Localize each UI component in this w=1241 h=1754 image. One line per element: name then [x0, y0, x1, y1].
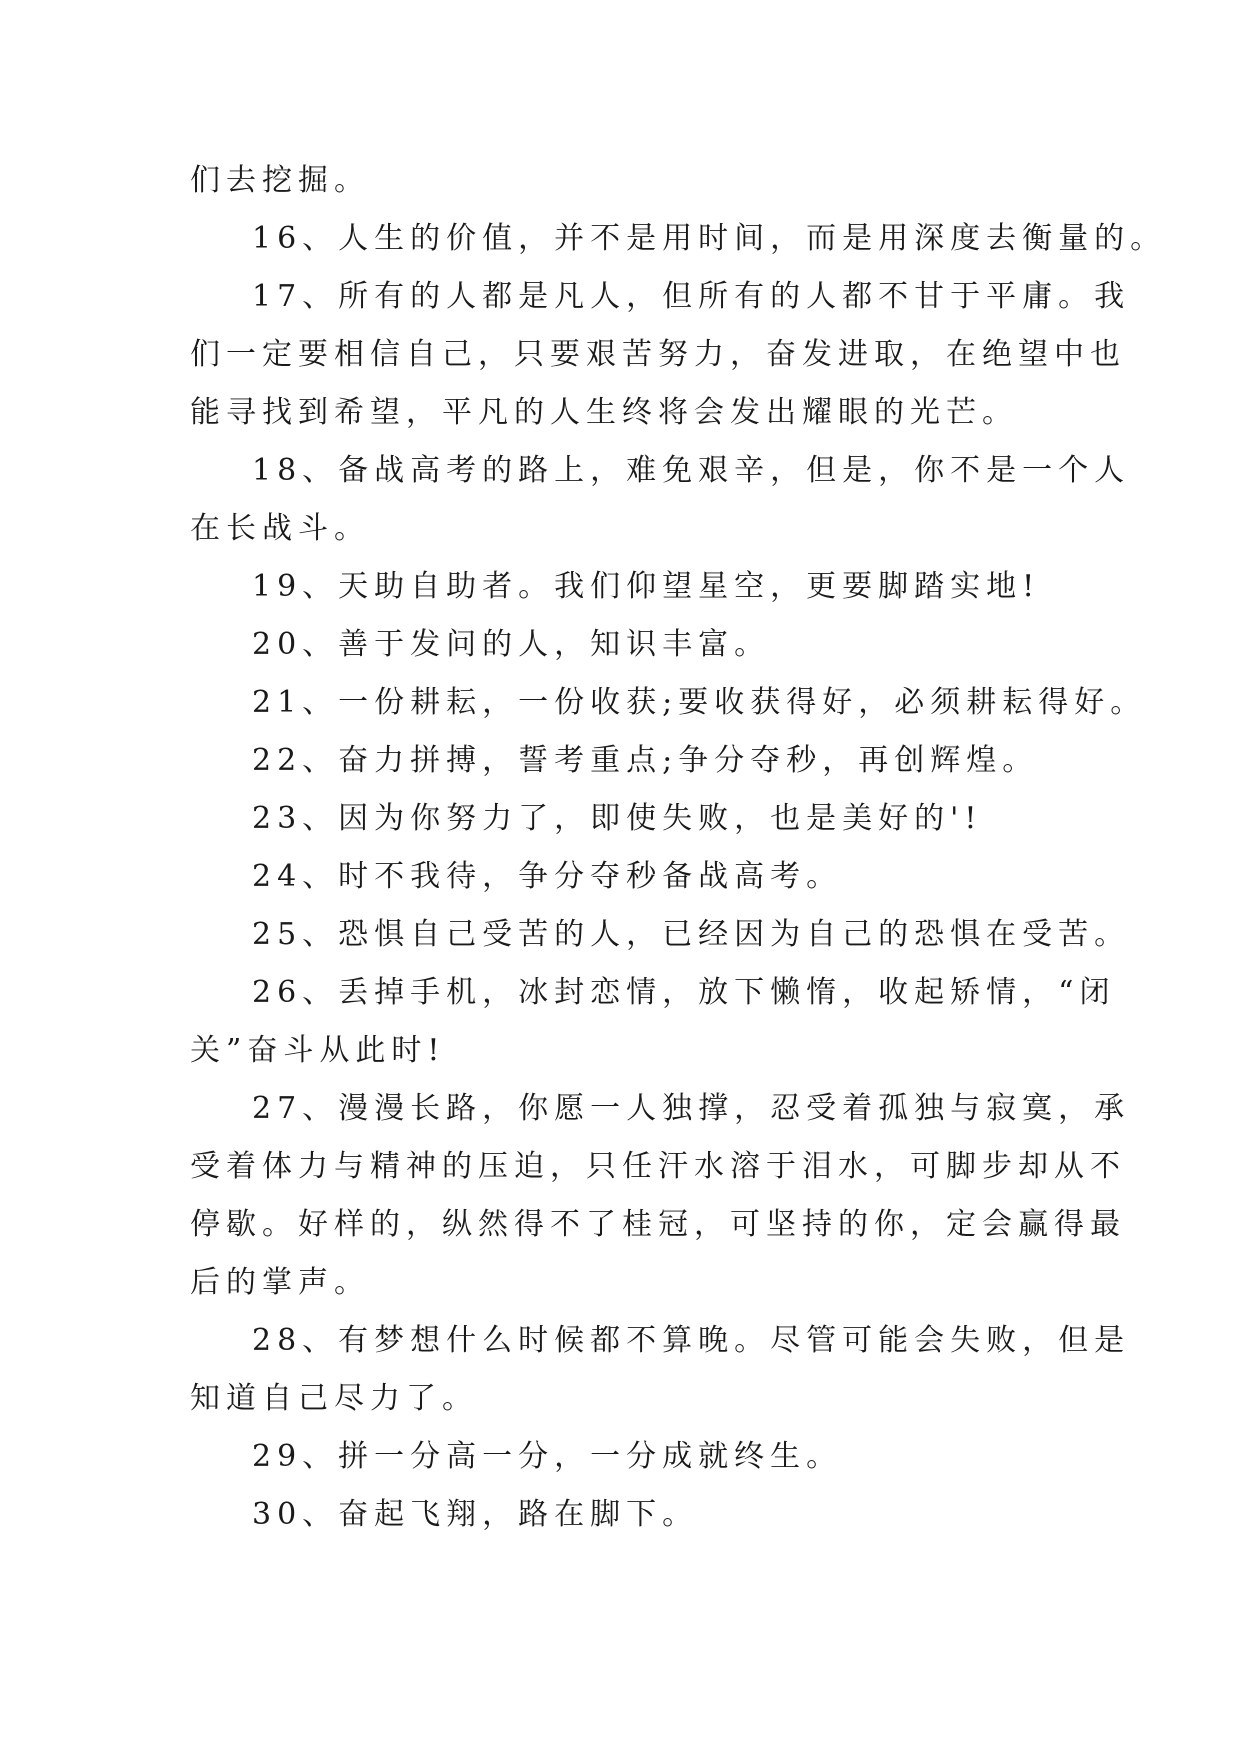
text-line: 25、恐惧自己受苦的人，已经因为自己的恐惧在受苦。 [252, 917, 1131, 952]
text-line: 17、所有的人都是凡人，但所有的人都不甘于平庸。我 [252, 279, 1131, 314]
text-line: 能寻找到希望，平凡的人生终将会发出耀眼的光芒。 [190, 395, 1018, 430]
text-line: 19、天助自助者。我们仰望星空，更要脚踏实地! [252, 569, 1041, 604]
text-line: 23、因为你努力了，即使失败，也是美好的'! [252, 801, 983, 836]
text-line: 30、奋起飞翔，路在脚下。 [252, 1497, 699, 1532]
text-line: 后的掌声。 [190, 1265, 370, 1300]
text-line: 20、善于发问的人，知识丰富。 [252, 627, 771, 662]
text-line: 24、时不我待，争分夺秒备战高考。 [252, 859, 843, 894]
text-line: 们去挖掘。 [190, 163, 370, 198]
text-line: 28、有梦想什么时候都不算晚。尽管可能会失败，但是 [252, 1323, 1131, 1358]
text-line: 27、漫漫长路，你愿一人独撑，忍受着孤独与寂寞，承 [252, 1091, 1131, 1126]
text-line: 关”奋斗从此时! [190, 1033, 446, 1068]
text-line: 26、丢掉手机，冰封恋情，放下懒惰，收起矫情，“闭 [252, 975, 1116, 1010]
text-line: 在长战斗。 [190, 511, 370, 546]
text-line: 知道自己尽力了。 [190, 1381, 478, 1416]
text-line: 22、奋力拼搏，誓考重点;争分夺秒，再创辉煌。 [252, 743, 1039, 778]
text-line: 受着体力与精神的压迫，只任汗水溶于泪水，可脚步却从不 [190, 1149, 1126, 1184]
text-line: 们一定要相信自己，只要艰苦努力，奋发进取，在绝望中也 [190, 337, 1126, 372]
document-body [190, 152, 1167, 1544]
text-line: 16、人生的价值，并不是用时间，而是用深度去衡量的。 [252, 221, 1167, 256]
text-line: 29、拼一分高一分，一分成就终生。 [252, 1439, 843, 1474]
text-line: 21、一份耕耘，一份收获;要收获得好，必须耕耘得好。 [252, 685, 1147, 720]
text-line: 停歇。好样的，纵然得不了桂冠，可坚持的你，定会赢得最 [190, 1207, 1126, 1242]
text-line: 18、备战高考的路上，难免艰辛，但是，你不是一个人 [252, 453, 1131, 488]
